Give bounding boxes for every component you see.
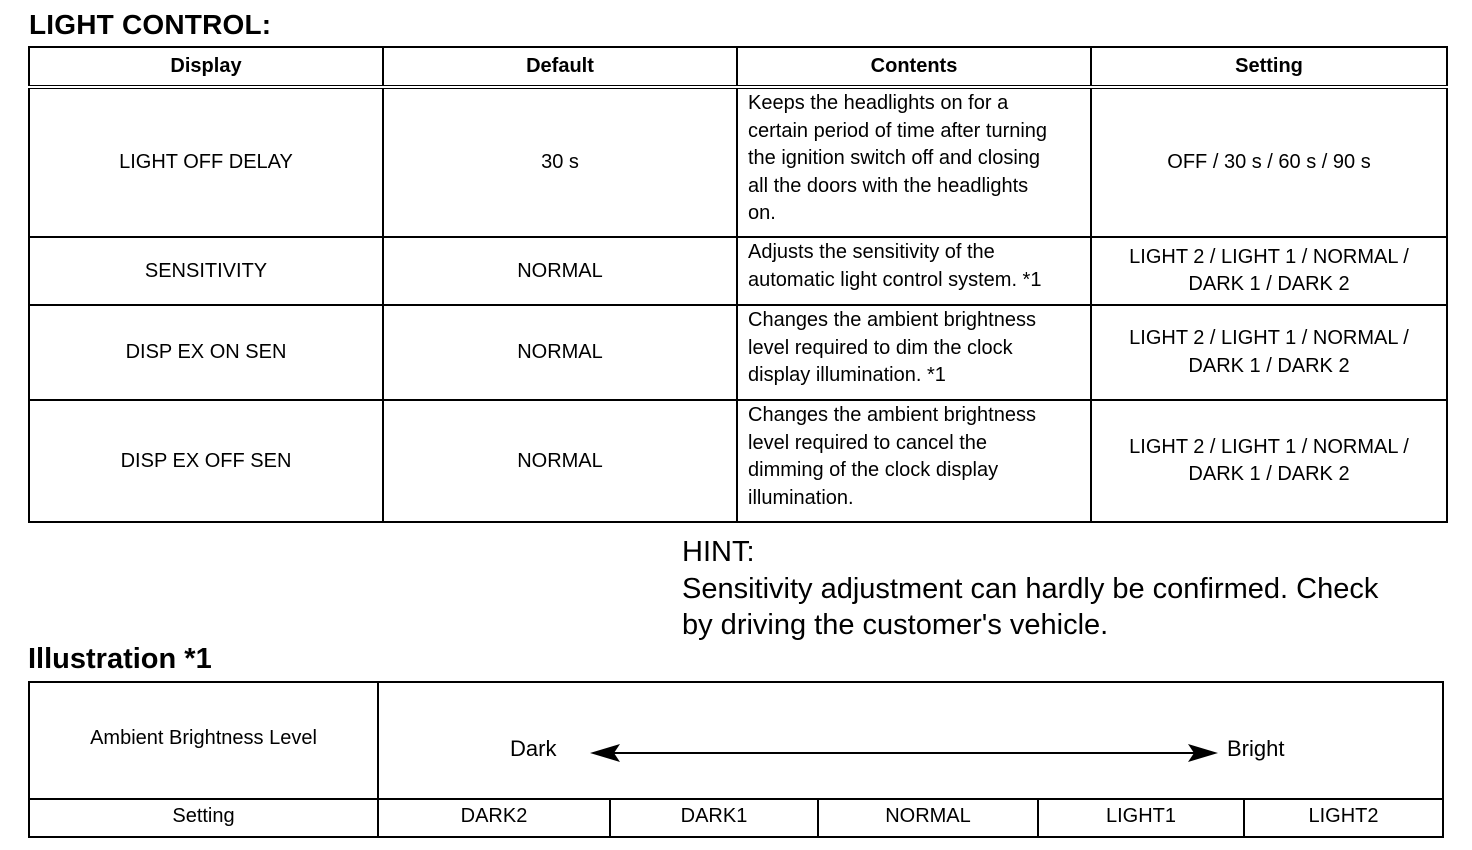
setting-cell [1091,305,1447,400]
light-control-table [28,46,1448,523]
dark-label: Dark [510,736,557,761]
display-cell: SENSITIVITY [29,237,383,305]
table-row [29,87,1447,237]
divider [30,798,1442,800]
contents-cell [737,87,1091,237]
ambient-brightness-label: Ambient Brightness Level [90,727,317,749]
setting-dark2: DARK2 [460,805,528,827]
table-row [29,400,1447,522]
setting-line: LIGHT 2 / LIGHT 1 / NORMAL / [1129,435,1409,458]
header-contents: Contents [737,47,1091,87]
contents-line: illumination. [748,486,854,509]
setting-dark1: DARK1 [680,805,748,827]
contents-line: all the doors with the headlights [748,174,1029,197]
display-cell: DISP EX OFF SEN [29,400,383,522]
hint-label: HINT: [682,536,755,568]
hint-block [682,534,1378,644]
default-cell: NORMAL [383,400,737,522]
table-row [29,237,1447,305]
contents-line: Changes the ambient brightness [748,309,1036,331]
illustration-box [28,681,1444,838]
contents-line: Adjusts the sensitivity of the [748,241,995,263]
setting-cell [1091,237,1447,305]
setting-label: Setting [172,805,235,827]
default-cell: NORMAL [383,305,737,400]
contents-cell [737,305,1091,400]
setting-normal: NORMAL [885,805,971,827]
setting-light1: LIGHT1 [1105,805,1177,827]
contents-cell [737,400,1091,522]
header-setting: Setting [1091,47,1447,87]
contents-line: the ignition switch off and closing [748,147,1041,169]
contents-line: level required to dim the clock [748,336,1013,359]
contents-cell [737,237,1091,305]
table-row [29,305,1447,400]
setting-light2: LIGHT2 [1308,805,1379,827]
header-display: Display [29,47,383,87]
default-cell: NORMAL [383,237,737,305]
contents-line: automatic light control system. *1 [748,268,1042,291]
hint-line: Sensitivity adjustment can hardly be confirmed. Check [682,572,1379,605]
default-cell: 30 s [383,87,737,237]
setting-cell [1091,400,1447,522]
illustration-title: Illustration *1 [28,643,212,675]
contents-line: dimming of the clock display [748,459,999,481]
double-arrow-icon [30,683,1442,798]
setting-line: DARK 1 / DARK 2 [1188,354,1350,377]
table-header-row [29,47,1447,87]
bright-label: Bright [1227,736,1285,761]
setting-line: LIGHT 2 / LIGHT 1 / NORMAL / [1129,245,1409,268]
contents-line: level required to cancel the [748,431,988,454]
setting-line: LIGHT 2 / LIGHT 1 / NORMAL / [1129,327,1409,349]
display-cell: LIGHT OFF DELAY [29,87,383,237]
contents-line: Keeps the headlights on for a [748,92,1009,114]
hint-line: by driving the customer's vehicle. [682,609,1109,641]
setting-line: DARK 1 / DARK 2 [1188,463,1350,485]
setting-line: OFF / 30 s / 60 s / 90 s [1167,150,1371,173]
contents-line: display illumination. *1 [748,364,946,386]
contents-line: on. [748,202,776,224]
setting-cell [1091,87,1447,237]
header-default: Default [383,47,737,87]
section-title: LIGHT CONTROL: [29,9,272,40]
contents-line: Changes the ambient brightness [748,404,1036,426]
display-cell: DISP EX ON SEN [29,305,383,400]
setting-line: DARK 1 / DARK 2 [1188,273,1350,295]
contents-line: certain period of time after turning [748,119,1048,142]
